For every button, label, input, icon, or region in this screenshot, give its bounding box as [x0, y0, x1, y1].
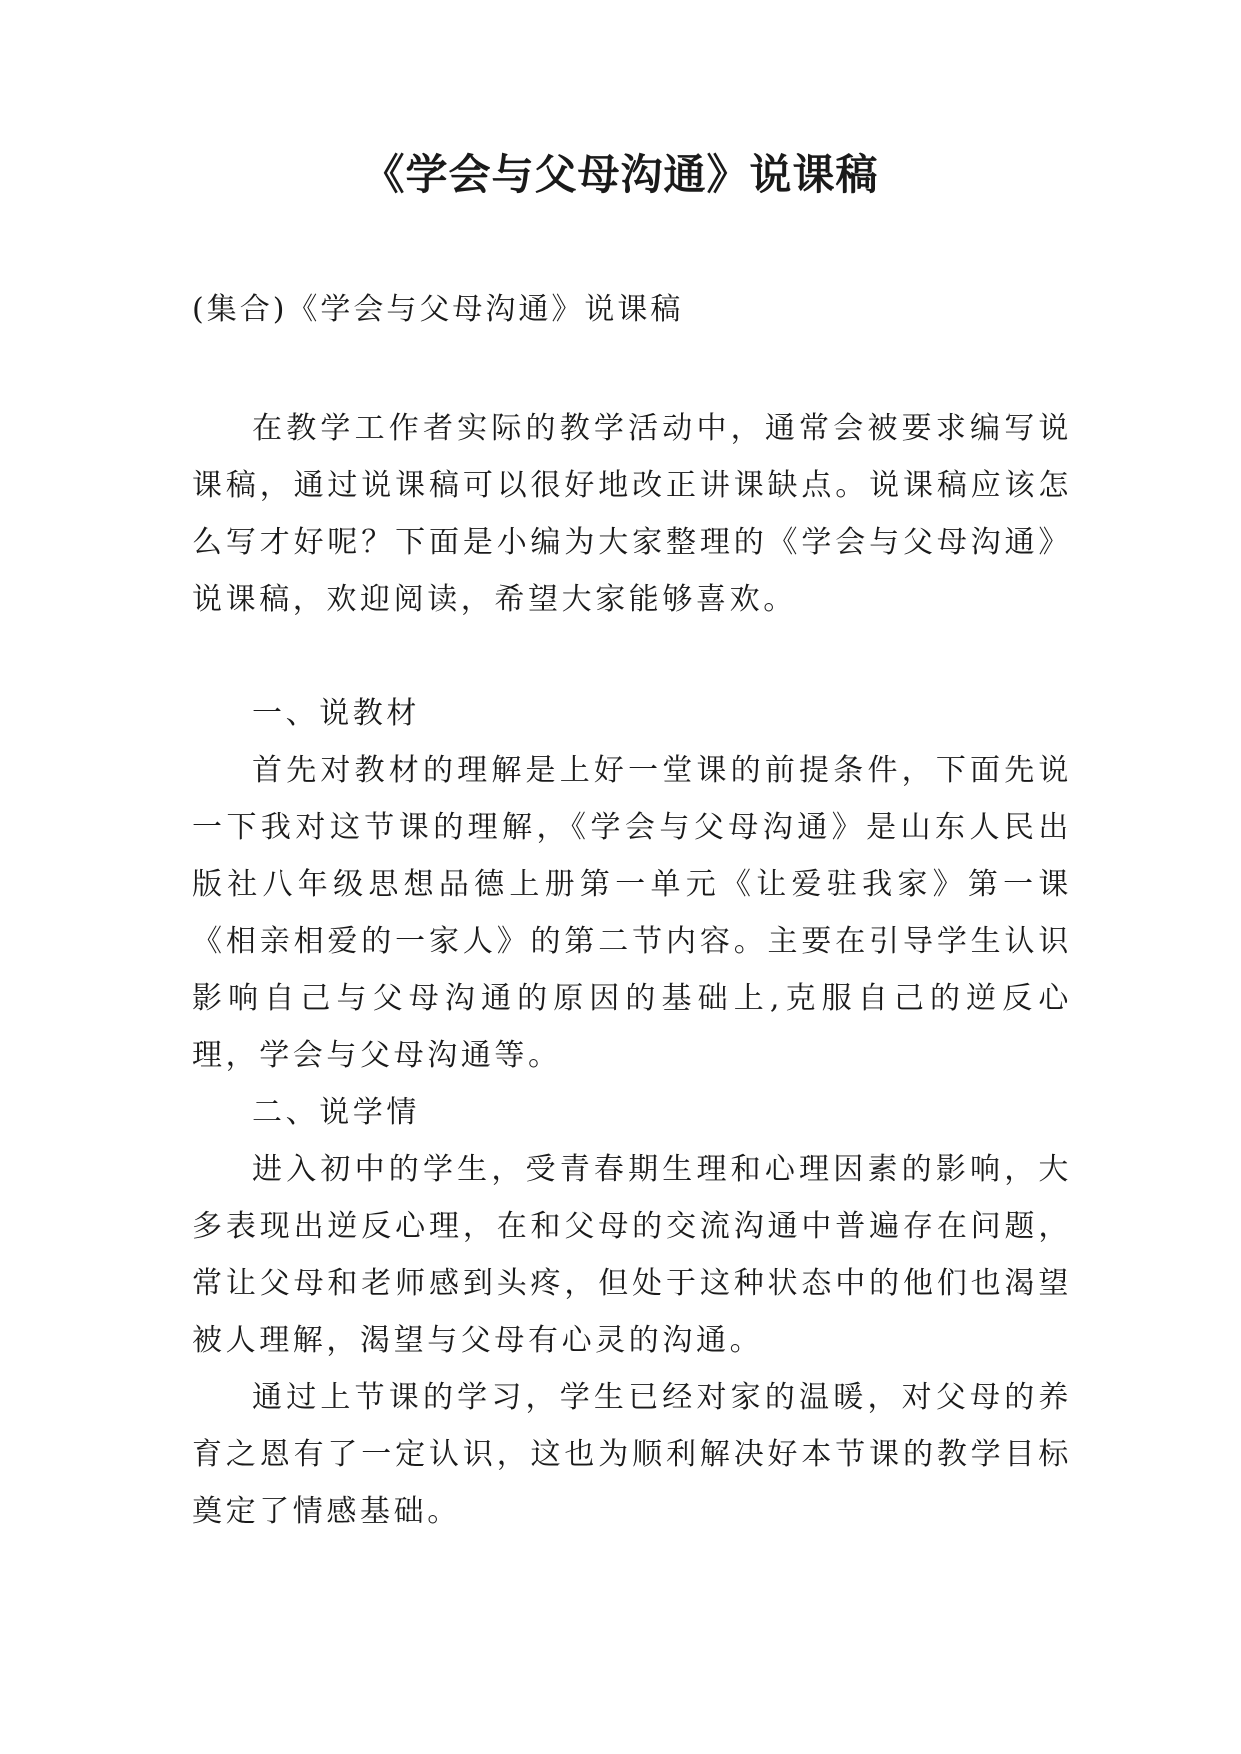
paragraph-gap	[192, 628, 1072, 685]
document-title: 《学会与父母沟通》说课稿	[362, 150, 879, 199]
document-subtitle: (集合)《学会与父母沟通》说课稿	[192, 292, 684, 327]
section-heading-textbook: 一、说教材	[252, 696, 420, 731]
document-body	[192, 400, 1072, 1540]
section-paragraph-students-2: 通过上节课的学习，学生已经对家的温暖，对父母的养育之恩有了一定认识，这也为顺利解决好本节课的教学目标奠定了情感基础。	[192, 1380, 1072, 1529]
section-paragraph-textbook: 首先对教材的理解是上好一堂课的前提条件，下面先说一下我对这节课的理解，《学会与父母沟通》是山东人民出版社八年级思想品德上册第一单元《让爱驻我家》第一课《相亲相爱的一家人》的第二节内容。主要在引导学生认识影响自己与父母沟通的原因的基础上,克服自己的逆反心理，学会与父母沟通等。	[192, 753, 1072, 1073]
intro-paragraph: 在教学工作者实际的教学活动中，通常会被要求编写说课稿，通过说课稿可以很好地改正讲课缺点。说课稿应该怎么写才好呢？下面是小编为大家整理的《学会与父母沟通》说课稿，欢迎阅读，希望大家能够喜欢。	[192, 411, 1072, 617]
section-paragraph-students-1: 进入初中的学生，受青春期生理和心理因素的影响，大多表现出逆反心理，在和父母的交流沟通中普遍存在问题，常让父母和老师感到头疼，但处于这种状态中的他们也渴望被人理解，渴望与父母有心灵的沟通。	[192, 1152, 1072, 1358]
section-heading-students: 二、说学情	[252, 1095, 420, 1130]
